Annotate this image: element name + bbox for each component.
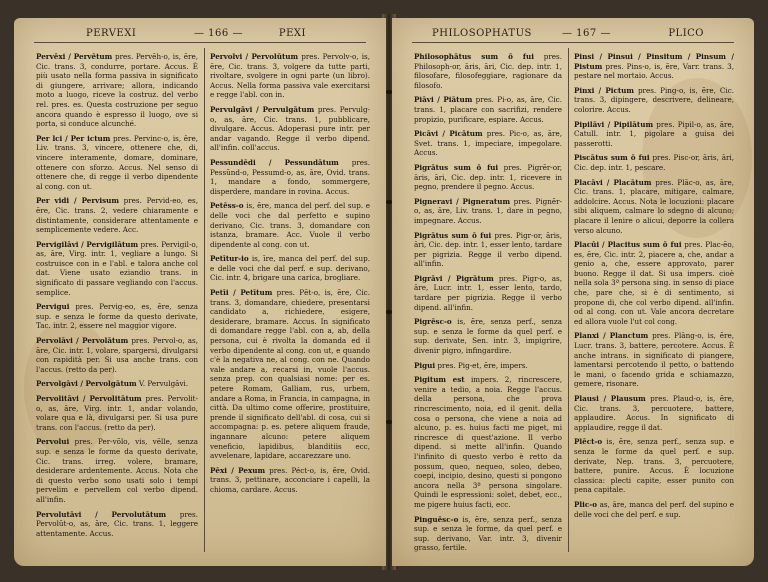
entry-headword: Per vidi / Pervisum bbox=[36, 196, 119, 206]
entry-definition: is, ĕre, senza perf., senza sup. e senza le forme da quel perf. e sup. derivate, Nep. trans. 3, percuotere, battere, punire. Accus. È locuzione classica: plecti capite, esser punito con pena capitale. bbox=[574, 437, 734, 495]
entry-headword: Picāvi / Picātum bbox=[414, 129, 483, 139]
entry-definition: pres. Plāc-o, as, āre, Cic. trans. 1, placare, mitigare, calmare, addolcire. Accus. Nota le locuzioni: placare sibi aliquem, calmare lo sdegno di alcuno; placare il lenire o alicui, deporre la collera verso alcuno. bbox=[574, 177, 734, 235]
entry-definition: pres. Pervol-o, as, āre, Cic. intr. 1, volare, spargersi, divulgarsi con rapidità per. Si usa anche trans. con l'accus. (retto da per). bbox=[36, 336, 198, 374]
entry-headword: Pigrātus sum ō fui bbox=[414, 162, 499, 172]
dictionary-entry bbox=[210, 52, 370, 100]
page-number: — 166 — bbox=[194, 28, 243, 39]
entry-headword: Pervolāvi / Pervolātum bbox=[36, 336, 129, 346]
entry-definition: pres. Pisc-or, āris, āri, Cic. dep. intr. 1, pescare. bbox=[574, 153, 734, 172]
entry-headword: Pigitum est bbox=[414, 375, 465, 385]
dictionary-entry bbox=[36, 336, 198, 374]
entry-headword: Pervolitāvi / Pervolitātum bbox=[36, 394, 142, 403]
dictionary-entry bbox=[574, 394, 734, 432]
dictionary-entry bbox=[414, 375, 562, 509]
entry-headword: Piscātus sum ō fui bbox=[574, 153, 650, 163]
entry-definition: pres. Pervid-eo, es, ēre, Cic. trans. 2, vedere chiaramente e distintamente, considerare attentamente e semplicemente vedere. Acc. bbox=[36, 196, 198, 235]
entry-definition: pres. Plac-ēo, es, ēre, Cic. intr. 2, piacere a, che, andar a genio a, che, essere approvato, parer buono. Regge il dat. Si usa impers. cioè nella sola 3ª persona sing. in senso di piace che, pare che, si è di sentimento, si propone di, che col verbo dipend. all'infin. od al cong. con ut. Vale ancora decretare ed allora vuole l'ut col cong. bbox=[574, 240, 734, 326]
entry-headword: Placūi / Placitus sum ō fui bbox=[574, 240, 682, 250]
entry-definition: pres. Pigr-o, as, āre, Lucr. intr. 1, esser lento, tardo, tardare per pigrizia. Regge il verbo dipend. all'infin. bbox=[414, 273, 562, 312]
dictionary-entry bbox=[574, 86, 734, 115]
entry-definition: pres. Pervigil-o, as, āre, Virg. intr. 1, vegliare a lungo. Si costruisce con in e l'abl. e talora anche col dat. Viene usato eziandio trans. in significato di passare vegliando con l'accus. semplice. bbox=[36, 239, 198, 297]
dictionary-entry bbox=[574, 178, 734, 236]
entry-definition: pres. Pigr-or, āris, āri, Cic. dep. intr. 1, esser lento, tardare per pigrizia. Regge il verbo dipend. all'infin. bbox=[414, 230, 562, 269]
dictionary-entry bbox=[414, 361, 562, 371]
entry-headword: Pinguēsc-o bbox=[414, 514, 459, 524]
entry-headword: Petīi / Petītum bbox=[210, 288, 273, 298]
entry-headword: Per lci / Per ictum bbox=[36, 133, 111, 143]
entry-definition: pres. Pervēh-o, is, ēre, Cic. trans. 3, condurre, portare. Accus. È più usato nella forma passiva in significato di giungere, arrivare; allora, indicando moto a luogo, riceve la costruz. del verbo rel. pres. es. Questa costruzione per seguo ancora quando è espresso il luogo, ove si porta, si conduce alcunché. bbox=[36, 52, 198, 129]
entry-headword: Pervolutāvi / Pervolutātum bbox=[36, 509, 167, 519]
entry-headword: Pigrāvi / Pigrātum bbox=[414, 273, 494, 283]
dictionary-entry bbox=[414, 52, 562, 90]
header-left-word: PERVEXI bbox=[86, 28, 137, 39]
header-right-word: PLICO bbox=[668, 28, 704, 39]
page-number: — 167 — bbox=[562, 28, 611, 39]
entry-headword: Petītur-io bbox=[210, 254, 249, 264]
dictionary-entry bbox=[414, 317, 562, 355]
dictionary-entry bbox=[574, 240, 734, 326]
entry-headword: Pipilāvi / Pipilātum bbox=[574, 119, 654, 129]
entry-definition: pres. Pignĕr-o, as, āre, Liv. trans. 1, dare in pegno, impegnare. Accus. bbox=[414, 196, 562, 225]
dictionary-entry bbox=[36, 240, 198, 298]
entry-definition: pres. Pervolv-o, is, ēre, Cic. trans. 3, volgere da tutte parti, rivoltare, svolgere in ogni parte (un libro). Accus. Nella forma passiva vale exercitarsi e regge l'abl. con in. bbox=[210, 52, 370, 100]
left-page-column-2 bbox=[210, 52, 370, 554]
entry-definition: is, ĕre, senza perf., senza sup. e senza le forme da quel perf. e sup. derivate, Sen. intr. 3, impigrire, divenir pigro, infingardire. bbox=[414, 317, 562, 356]
dictionary-entry bbox=[36, 379, 198, 389]
entry-definition: pres. Pic-o, as, āre, Svet. trans. 1, impeciare, impegolare. Accus. bbox=[414, 129, 562, 158]
entry-headword: Pervolgāvi / Pervolgātum bbox=[36, 379, 137, 389]
dictionary-entry bbox=[210, 466, 370, 495]
dictionary-entry bbox=[574, 500, 734, 519]
dictionary-entry bbox=[574, 437, 734, 495]
right-page-column-1 bbox=[414, 52, 562, 554]
dictionary-entry bbox=[36, 52, 198, 129]
entry-headword: Planxi / Planctum bbox=[574, 331, 649, 341]
dictionary-entry bbox=[574, 153, 734, 172]
entry-definition: as, āre, manca del perf. del supino e delle voci che del perf. e sup. bbox=[574, 499, 734, 519]
entry-headword: Pēxi / Pexum bbox=[210, 465, 266, 475]
dictionary-entry bbox=[36, 302, 198, 331]
entry-headword: Pinsi / Pinsui / Pinsitum / Pinsum / Pistum bbox=[574, 52, 734, 71]
dictionary-entry bbox=[36, 437, 198, 504]
header-right-word: PEXI bbox=[278, 28, 306, 39]
entry-definition: is, īre, manca del perf. del sup. e delle voci che dal perf. e sup. derivano, Cic. intr. 4, brigare una carica, brogliare. bbox=[210, 254, 370, 283]
entry-definition: V. Pervulgāvi. bbox=[136, 379, 189, 389]
right-page-column-2 bbox=[574, 52, 734, 554]
dictionary-entry bbox=[414, 274, 562, 312]
left-page-column-1 bbox=[36, 52, 198, 554]
entry-headword: Pervigui bbox=[36, 302, 70, 312]
dictionary-entry bbox=[414, 95, 562, 124]
dictionary-entry bbox=[36, 510, 198, 539]
dictionary-entry bbox=[36, 196, 198, 234]
entry-definition: pres. Pervig-eo, es, ēre, senza sup. e senza le forme da questo derivate, Tac. intr. 2, essere nel maggior vigore. bbox=[36, 302, 198, 331]
dictionary-entry bbox=[210, 158, 370, 196]
entry-definition: impers. 2, rincrescere, venire a tedio, a noia. Regge l'accus. della persona, che prova rincrescimento, noia, ed il genit. della cosa o persona, che viene a noia ad alcuno, p. es. huius facti me piget, mi rincresce di quest'azione. Il verbo dipend. si mette all'infin. Quando l'infinito di questo verbo è retto da possum, queo, nequeo, soleo, debeo, coepi, incipio, desino, questi si pongono ancora nella 3ª persona singolare. Quindi le espressioni: solet, debet, ecc., me pigere huius facti, ecc. bbox=[414, 375, 562, 509]
entry-definition: pres. Ping-o, is, ĕre, Cic. trans. 3, dipingere, descrivere, delineare, colorire. Accus. bbox=[574, 85, 734, 114]
entry-definition: pres. Pervolit-o, as, āre, Virg. intr. 1, andar volando, volare qua e là, divulgarsi per. Si usa pure trans. con l'accus. (retto da per). bbox=[36, 394, 198, 432]
entry-headword: Pigui bbox=[414, 360, 436, 370]
entry-definition: pres. Pins-o, is, ĕre, Varr. trans. 3, pestare nel mortaio. Accus. bbox=[574, 61, 734, 81]
entry-headword: Placāvi / Placātum bbox=[574, 177, 652, 187]
left-page-header bbox=[34, 26, 366, 43]
dictionary-entry bbox=[210, 105, 370, 153]
entry-definition: pres. Pervolūt-o, as, āre, Cic. trans. 1, leggere attentamente. Accus. bbox=[36, 509, 198, 538]
entry-headword: Pervolvi / Pervolūtum bbox=[210, 52, 299, 61]
entry-definition: pres. Pi-o, as, āre, Cic. trans. 1, placare con sacrifizi, rendere propizio, purificare, espiare. Accus. bbox=[414, 95, 562, 124]
dictionary-entry bbox=[574, 331, 734, 389]
entry-headword: Pessundēdi / Pessundātum bbox=[210, 157, 339, 167]
header-left-word: PHILOSOPHATUS bbox=[432, 28, 532, 39]
left-page bbox=[14, 18, 386, 566]
entry-definition: pres. Per-vŏlo, vis, vēlle, senza sup. e senza le forme da questo derivate, Cic. trans. irreg. volere, bramare, desiderare ardentemente. Accus. Nota che di questo verbo sono usati solo i tempi pervelim e pervellem col verbo dipend. all'infin. bbox=[36, 437, 198, 504]
entry-definition: pres. Plaud-o, is, ĕre, Cic. trans. 3, percuotere, battere, applaudire. Accus. In significato di applaudire, regge il dat. bbox=[574, 394, 734, 432]
entry-definition: is, ēre, senza perf., senza sup. e senza le forme, da quel perf. e sup. derivano, Var. intr. 3, divenir grasso, fertile. bbox=[414, 514, 562, 553]
dictionary-entry bbox=[210, 288, 370, 461]
column-divider bbox=[568, 48, 569, 552]
entry-definition: pres. Plāng-o, is, ĕre, Lucr. trans. 3, battere, percotere. Accus. È anche intrans. in significato di piangere, lamentarsi percotendo il petto, o battendo le mani, o facendo grida e schiamazzo, gemere, risonare. bbox=[574, 331, 734, 389]
entry-definition: pres. Pipil-o, as, āre, Catull. intr. 1, pigolare a guisa dei passerotti. bbox=[574, 119, 734, 148]
entry-definition: pres. Pēt-o, is, ĕre, Cic. trans. 3, domandare, chiedere, presentarsi candidato a, richiedere, esigere, desiderare, bramare. Accus. In significato di domandare regge l'abl. con a, ab, della persona, cui è rivolta la domanda ed il verbo dipendente al cong. con ut, e quando c'è la negativa ne, al cong. con ne. Quando vale andare a, recarsi in, vuole l'accus. senza prep. con qualsiasi nome: per es. petere Romam, Galliam, rus, urbem, andare a Roma, in Francia, in campagna, in città. Da ultimo come offerire, prostituire, prende il significato dell'abl. di cosa, cui si accompagna: p. es. petere aliquem fraude, ingannare alcuno: petere aliquem veneficio, lapidibus, blanditiis ecc, avvelenare, lapidare, accarezzare uno. bbox=[210, 288, 370, 461]
right-page-header bbox=[412, 26, 734, 43]
entry-headword: Petēss-o bbox=[210, 201, 244, 211]
dictionary-entry bbox=[574, 120, 734, 149]
entry-definition: pres. Péct-o, is, ĕre, Ovid. trans. 3, pettinare, acconciare i capelli, la chioma, cardare. Accus. bbox=[210, 465, 370, 494]
entry-definition: is, ĕre, manca del perf. del sup. e delle voci che dal perfetto e supino derivano, Cic. trans. 3, domandare con istanza, bramare. Acc. Vuole il verbo dipendente al cong. con ut. bbox=[210, 201, 370, 249]
entry-headword: Plēct-o bbox=[574, 437, 603, 447]
entry-headword: Plic-o bbox=[574, 499, 598, 509]
entry-definition: pres. Pervulg-o, as, āre, Cic. trans. 1, pubblicare, divulgare. Accus. Adoperasi pure intr. per andar vagando. Regge il verbo dipend. all'infin. coll'accus. bbox=[210, 104, 370, 153]
entry-definition: pres. Pervinc-o, is, ēre, Liv. trans. 3, vincere, ottenere che, di, vincere interamente, domare, dominare, ottenere con sforzo. Accus. Nel senso di ottenere che, di regge il verbo dipendente al cong. con ut. bbox=[36, 133, 198, 191]
dictionary-entry bbox=[414, 515, 562, 553]
entry-headword: Pervulgāvi / Pervulgātum bbox=[210, 104, 315, 114]
entry-headword: Pigneravi / Pigneratum bbox=[414, 196, 511, 206]
entry-definition: pres. Pigrēr-or, āris, āri, Cic. dep. intr. 1, ricevere in pegno, prendere il pegno. Accus. bbox=[414, 162, 562, 192]
dictionary-entry bbox=[210, 201, 370, 249]
dictionary-entry bbox=[414, 231, 562, 269]
entry-definition: pres. Pessŭnd-o, Pessumd-o, as, āre, Ovid. trans. 1, mandare a fondo, sommergere, disperdere, mandare in rovina. Accus. bbox=[210, 157, 370, 196]
entry-headword: Pigrātus sum ō fui bbox=[414, 230, 492, 240]
entry-headword: Philosophātus sum ō fui bbox=[414, 52, 534, 61]
entry-headword: Pervēxi / Pervētum bbox=[36, 52, 113, 61]
dictionary-entry bbox=[36, 134, 198, 192]
dictionary-entry bbox=[574, 52, 734, 81]
entry-definition: pres. Philosoph-or, āris, āri, Cic. dep. intr. 1, filosofare, filosofeggiare, ragionare da filosofo. bbox=[414, 52, 562, 90]
entry-headword: Plausi / Plausum bbox=[574, 394, 646, 403]
entry-headword: Piāvi / Piātum bbox=[414, 95, 473, 105]
dictionary-entry bbox=[414, 163, 562, 192]
entry-headword: Pinxi / Pictum bbox=[574, 85, 634, 95]
dictionary-entry bbox=[210, 254, 370, 283]
entry-headword: Pervolui bbox=[36, 437, 70, 447]
entry-headword: Pervigilāvi / Pervigilātum bbox=[36, 239, 139, 249]
dictionary-entry bbox=[36, 394, 198, 432]
entry-definition: pres. Pig-et, ēre, impers. bbox=[435, 360, 528, 370]
dictionary-entry bbox=[414, 129, 562, 158]
right-page bbox=[392, 18, 754, 566]
column-divider bbox=[204, 48, 205, 552]
dictionary-entry bbox=[414, 197, 562, 226]
entry-headword: Pigrēsc-o bbox=[414, 317, 452, 327]
